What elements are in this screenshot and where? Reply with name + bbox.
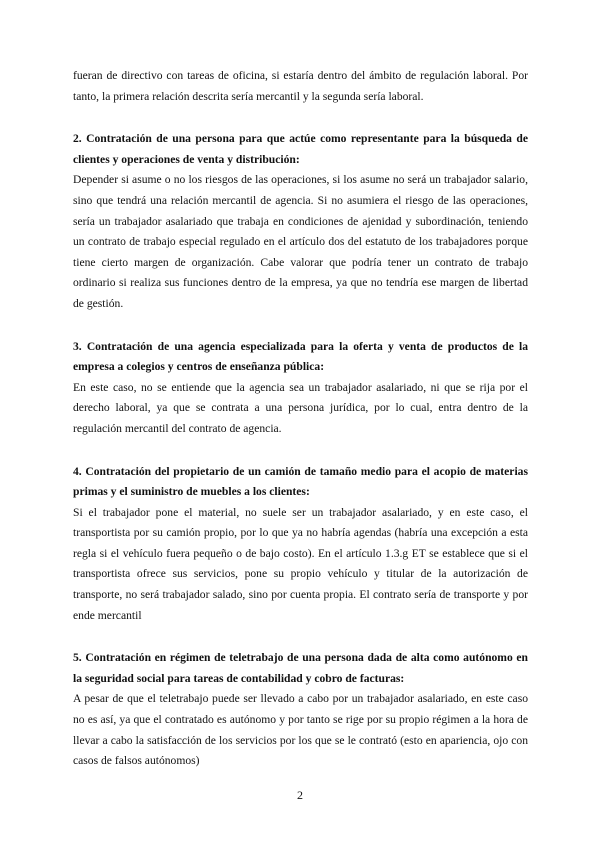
section-heading: 4. Contratación del propietario de un camión de tamaño medio para el acopio de materias primas y el suministro de muebles a los clientes: bbox=[73, 464, 528, 499]
section-body: Depender si asume o no los riesgos de las operaciones, si los asume no será un trabajador salario, sino que tendrá una relación mercantil de agencia. Si no asumiera el riesgo de las operaciones, sería un trabajador asalariado que trabaja en condiciones de ajenidad y subordinación, teniendo un contrato de trabajo especial regulado en el artículo dos del estatuto de los trabajadores porque tiene cierto margen de organización. Cabe valorar que podría tener un contrato de trabajo ordinario si realiza sus funciones dentro de la empresa, ya que no tendría ese margen de libertad de gestión. bbox=[73, 173, 528, 310]
section-heading: 5. Contratación en régimen de teletrabajo de una persona dada de alta como autónomo en la seguridad social para tareas de contabilidad y cobro de facturas: bbox=[73, 651, 528, 685]
section-body: En este caso, no se entiende que la agencia sea un trabajador asalariado, ni que se rija por el derecho laboral, ya que se contrata a una persona jurídica, por lo cual, entra dentro de la regulación mercantil del contrato de agencia. bbox=[73, 380, 528, 435]
section-4 bbox=[73, 462, 528, 627]
section-body: A pesar de que el teletrabajo puede ser llevado a cabo por un trabajador asalariado, en este caso no es así, ya que el contratado es autónomo y por tanto se rige por su propio régimen a la hora de llevar a cabo la satisfacción de los servicios por los que se le contrató (esto en apariencia, ojo con casos de falsos autónomos) bbox=[73, 692, 528, 768]
page-number: 2 bbox=[297, 788, 303, 802]
section-heading: 2. Contratación de una persona para que actúe como representante para la búsqueda de clientes y operaciones de venta y distribución: bbox=[73, 132, 528, 166]
intro-paragraph: fueran de directivo con tareas de oficina, si estaría dentro del ámbito de regulación laboral. Por tanto, la primera relación descrita sería mercantil y la segunda sería laboral. bbox=[73, 69, 528, 103]
section-2 bbox=[73, 129, 528, 314]
section-3 bbox=[73, 337, 528, 440]
section-5 bbox=[73, 648, 528, 772]
section-heading: 3. Contratación de una agencia especializada para la oferta y venta de productos de la empresa a colegios y centros de enseñanza pública: bbox=[73, 339, 528, 374]
section-body: Si el trabajador pone el material, no suele ser un trabajador asalariado, y en este caso, el transportista por su camión propio, por lo que ya no habría agendas (habría una excepción a esta regla si el vehículo fuera pequeño o de bajo costo). En el artículo 1.3.g ET se establece que si el transportista ofrece sus servicios, pone su propio vehículo y titular de la autorización de transporte, no será trabajador salado, sino por cuenta propia. El contrato sería de transporte y por ende mercantil bbox=[73, 505, 528, 622]
